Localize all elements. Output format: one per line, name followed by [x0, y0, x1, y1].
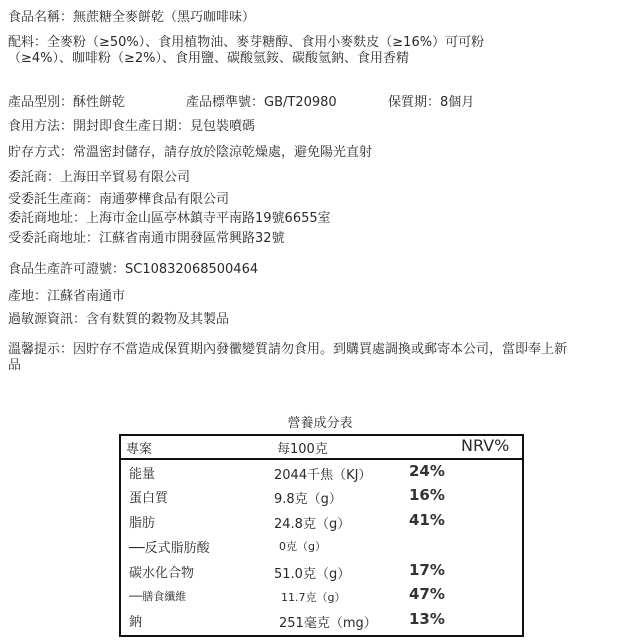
- table-row: [121, 460, 522, 484]
- row-nrv: 17%: [409, 561, 445, 579]
- commissioner: 委託商：上海田辛貿易有限公司: [8, 170, 191, 185]
- row-nrv: 41%: [409, 511, 445, 529]
- allergen-info: 過敏源資訊：含有麩質的穀物及其製品: [8, 312, 230, 327]
- table-row: [121, 484, 522, 508]
- row-name: 脂肪: [129, 516, 156, 531]
- row-value: 251毫克（mg）: [279, 616, 377, 631]
- commissioner-address: 委託商地址：上海市金山區亭林鎮寺平南路19號6655室: [8, 211, 331, 226]
- row-name: ──反式脂肪酸: [129, 541, 210, 556]
- manufacturer: 受委託生產商：南通夢樺食品有限公司: [8, 192, 230, 207]
- row-name: 碳水化合物: [129, 566, 195, 581]
- usage-method: 食用方法：開封即食生產日期：見包裝噴碼: [8, 119, 256, 134]
- row-name: 能量: [129, 467, 156, 482]
- product-name: 食品名稱：無蔗糖全麥餅乾（黑巧咖啡味）: [8, 10, 256, 25]
- table-row: [121, 608, 522, 632]
- manufacturer-address: 受委託商地址：江蘇省南通市開發區常興路32號: [8, 231, 285, 246]
- product-standard: 產品標準號：GB/T20980: [186, 95, 337, 110]
- header-nrv: NRV%: [461, 436, 510, 455]
- row-value: 24.8克（g）: [274, 517, 351, 532]
- ingredients: 配料：全麥粉（≥50%）、食用植物油、麥芽糖醇、食用小麥麩皮（≥16%）可可粉（≥4%）、咖啡粉（≥2%）、食用鹽、碳酸氫銨、碳酸氫鈉、食用香精: [8, 35, 485, 66]
- row-nrv: 24%: [409, 462, 445, 480]
- row-value: 2044千焦（KJ）: [274, 468, 372, 483]
- header-per-100g: 每100克: [277, 442, 328, 457]
- row-name: 蛋白質: [129, 491, 169, 506]
- nutrition-table: [119, 434, 524, 637]
- product-type: 產品型別：酥性餅乾: [8, 95, 126, 110]
- row-nrv: 47%: [409, 585, 445, 603]
- row-value: 51.0克（g）: [274, 567, 351, 582]
- row-value: 9.8克（g）: [274, 492, 342, 507]
- table-row: [121, 534, 522, 558]
- storage-method: 貯存方式：常溫密封儲存，請存放於陰涼乾燥處，避免陽光直射: [8, 145, 373, 160]
- nutrition-title: 營養成分表: [287, 416, 353, 431]
- table-row: [121, 509, 522, 533]
- table-row: [121, 583, 522, 607]
- warm-notice: 溫馨提示：因貯存不當造成保質期內發黴變質請勿食用。到購買處調換或郵寄本公司，當即奉上新品: [8, 342, 568, 373]
- nutrition-table-header: [121, 436, 522, 460]
- production-license: 食品生產許可證號：SC10832068500464: [8, 262, 259, 277]
- header-item: 專案: [126, 442, 153, 457]
- row-value: 11.7克（g）: [281, 591, 346, 604]
- origin: 產地：江蘇省南通市: [8, 289, 126, 304]
- row-nrv: 16%: [409, 486, 445, 504]
- row-nrv: 13%: [409, 610, 445, 628]
- row-name: ──膳食纖維: [129, 590, 187, 603]
- shelf-life: 保質期：8個月: [388, 95, 475, 110]
- table-row: [121, 559, 522, 583]
- row-name: 鈉: [129, 615, 143, 630]
- row-value: 0克（g）: [279, 540, 326, 553]
